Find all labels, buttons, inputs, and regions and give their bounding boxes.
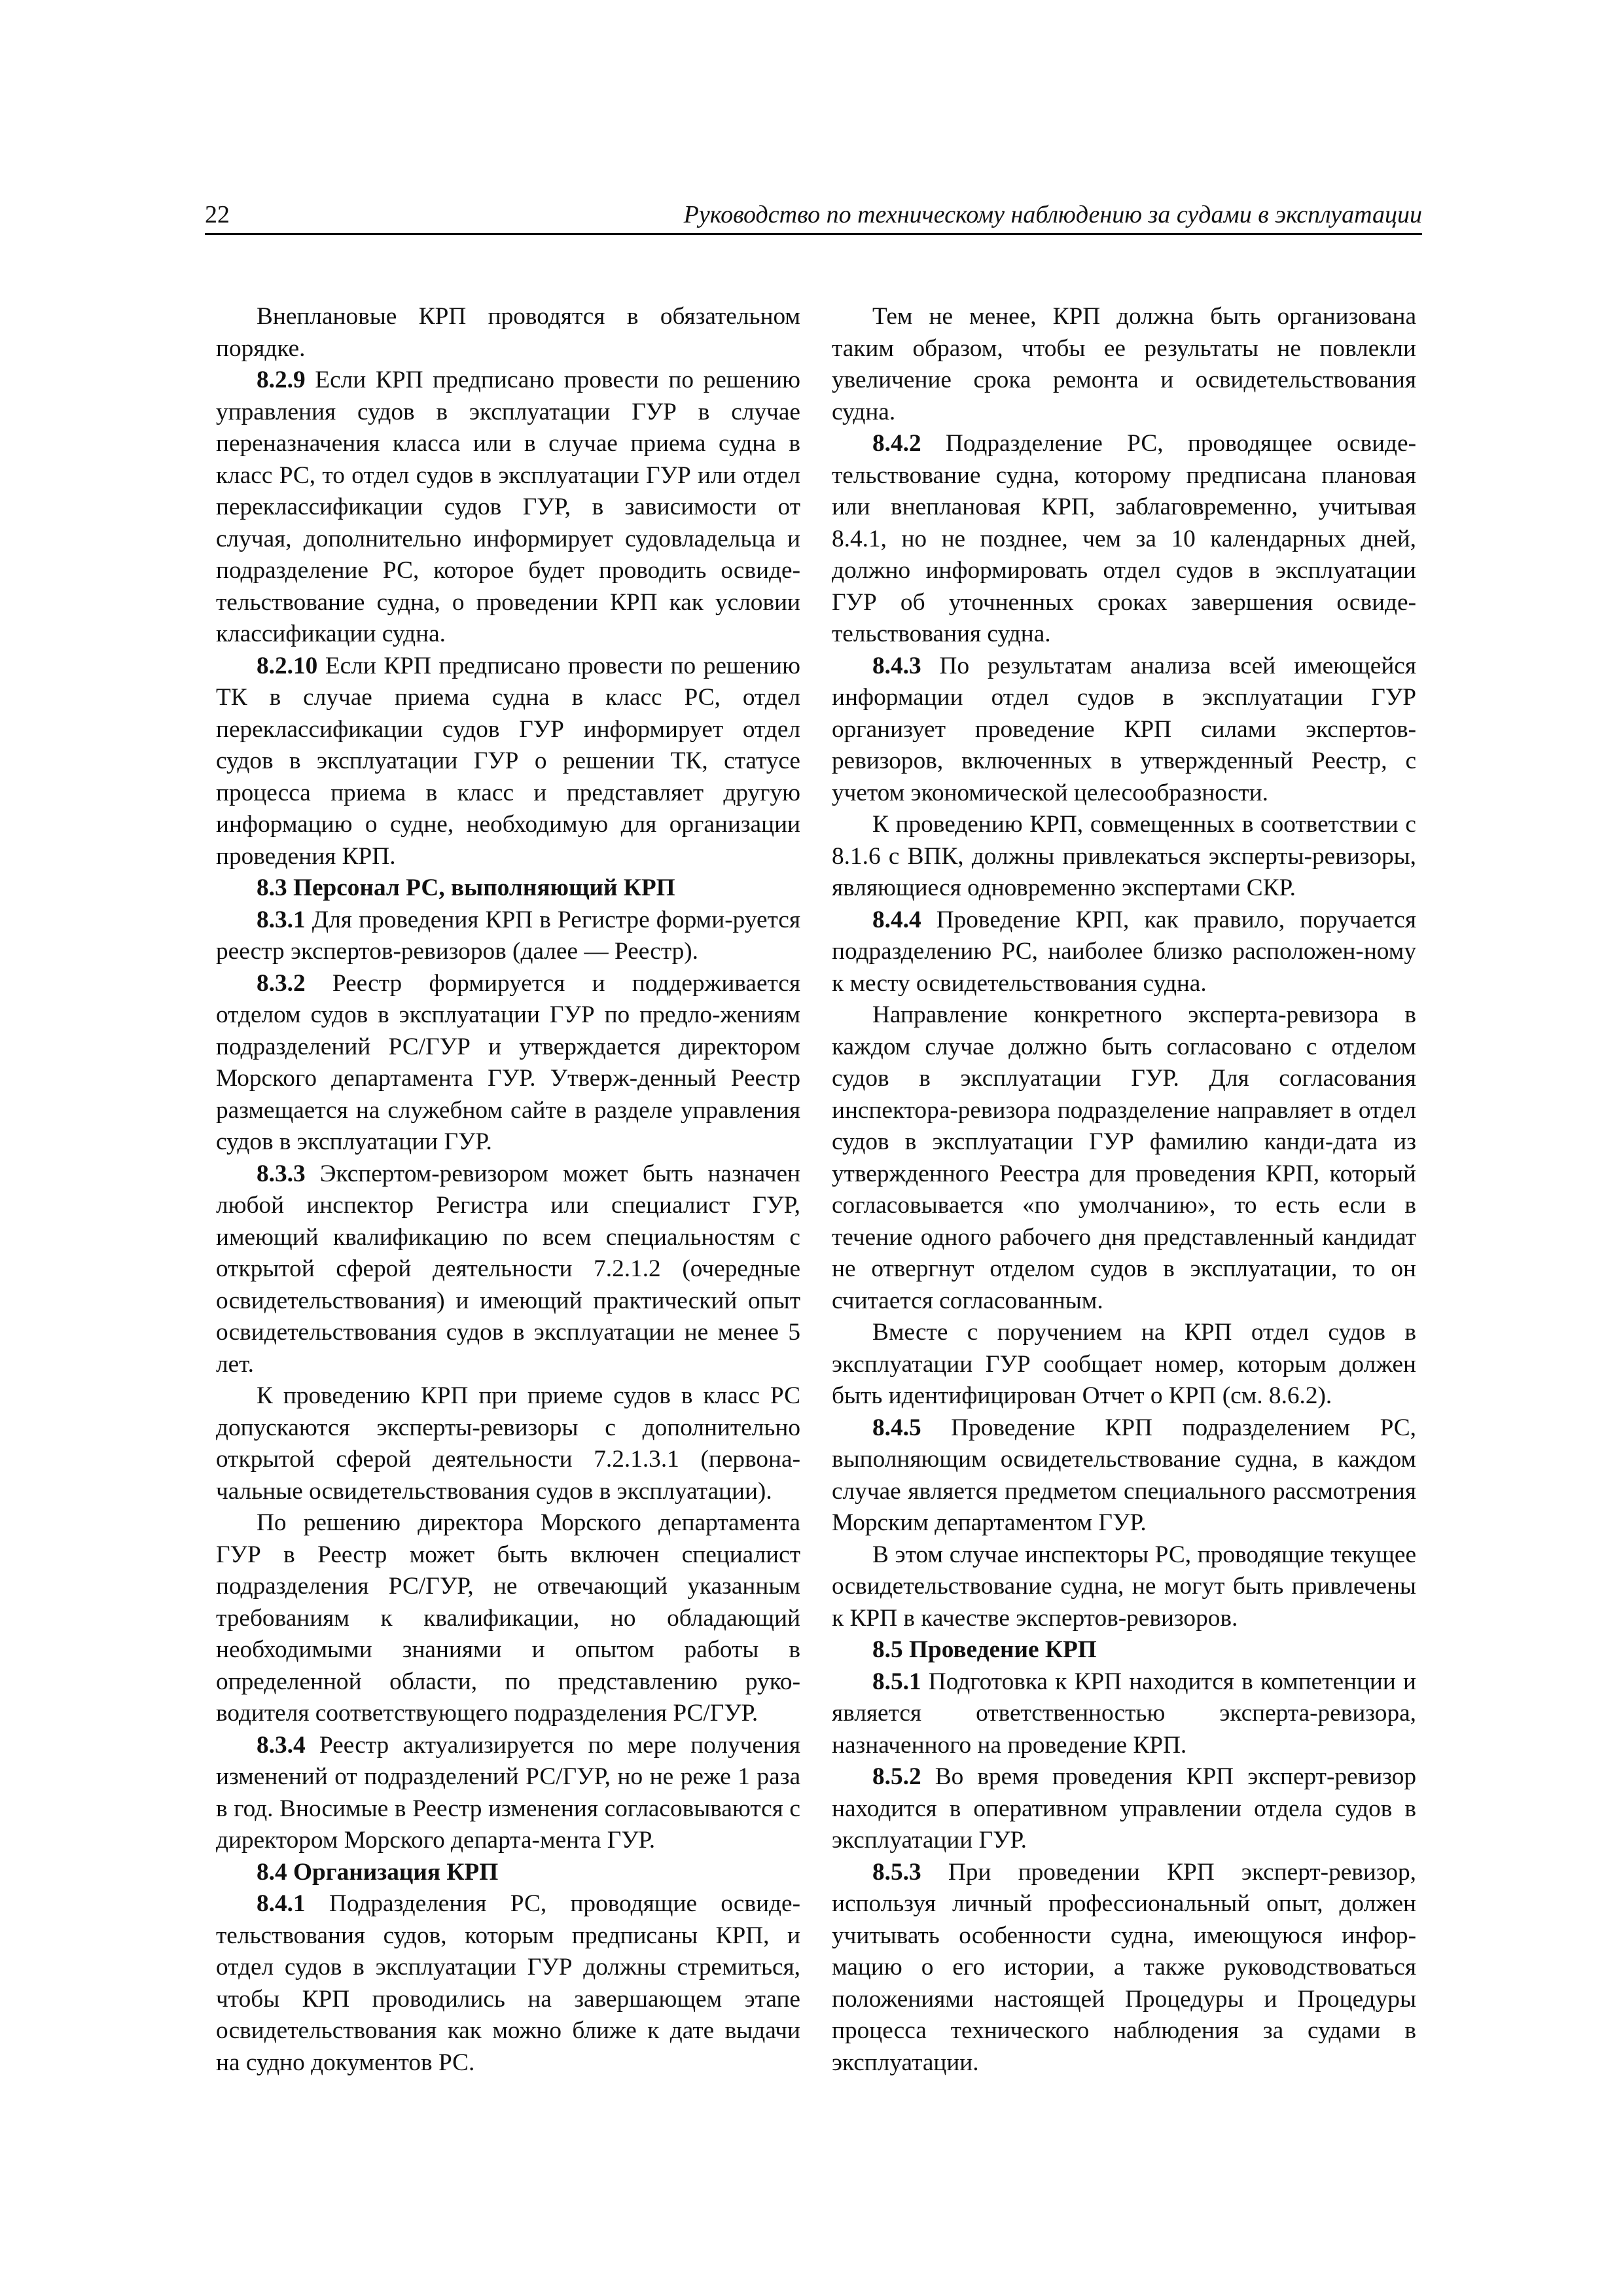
paragraph	[216, 301, 800, 365]
paragraph-text: Внеплановые КРП проводятся в обязательном порядке.	[216, 303, 800, 362]
paragraph-text: Подготовка к КРП находится в компетенции и является ответственностью эксперта-ревизора, назначенного на проведение КРП.	[832, 1668, 1416, 1759]
paragraph-text: К проведению КРП, совмещенных в соответствии с 8.1.6 с ВПК, должны привлекаться эксперты-ревизоры, являющиеся одновременно экспертами СКР.	[832, 811, 1416, 901]
paragraph-text: По результатам анализа всей имеющейся информации отдел судов в эксплуатации ГУР организует проведение КРП силами экспертов-ревизоров, включенных в утвержденный Реестр, с учетом экономической целесообразности.	[832, 652, 1416, 806]
paragraph-text: При проведении КРП эксперт-ревизор, используя личный профессиональный опыт, должен учитывать особенности судна, имеющуюся инфор-мацию о его истории, а также руководствоваться положениями настоящей Процедуры и Процедуры процесса технического наблюдения за судами в эксплуатации.	[832, 1858, 1416, 2076]
paragraph-text: По решению директора Морского департамента ГУР в Реестр может быть включен специалист подразделения РС/ГУР, не отвечающий указанным требованиям к квалификации, но обладающий необходимыми знаниями и опытом работы в определенной области, по представлению руко-водителя соответствующего подразделения РС/ГУР.	[216, 1509, 800, 1727]
paragraph	[832, 428, 1416, 651]
clause-number: 8.4.5	[872, 1414, 921, 1441]
paragraph-text: Проведение КРП, как правило, поручается подразделению РС, наиболее близко расположен-ному к месту освидетельствования судна.	[832, 906, 1416, 997]
paragraph	[832, 1317, 1416, 1412]
left-column	[216, 301, 800, 2079]
clause-number: 8.4.1	[257, 1890, 306, 1917]
clause-number: 8.4.4	[872, 906, 921, 933]
clause-number: 8.2.10	[257, 652, 318, 679]
paragraph	[216, 1380, 800, 1507]
clause-number: 8.5.2	[872, 1763, 921, 1790]
paragraph-text: Вместе с поручением на КРП отдел судов в эксплуатации ГУР сообщает номер, которым должен быть идентифицирован Отчет о КРП (см. 8.6.2).	[832, 1319, 1416, 1409]
clause-number: 8.3.2	[257, 969, 306, 997]
clause-number: 8.5.3	[872, 1858, 921, 1886]
paragraph-text: Во время проведения КРП эксперт-ревизор находится в оперативном управлении отдела судов в эксплуатации ГУР.	[832, 1763, 1416, 1854]
paragraph-text: Экспертом-ревизором может быть назначен любой инспектор Регистра или специалист ГУР, имеющий квалификацию по всем специальностям с открытой сферой деятельности 7.2.1.2 (очередные освидетельствования) и имеющий практический опыт освидетельствования судов в эксплуатации не менее 5 лет.	[216, 1160, 800, 1378]
clause-number: 8.2.9	[257, 367, 306, 393]
paragraph-text: К проведению КРП при приеме судов в класс РС допускаются эксперты-ревизоры с дополнительно открытой сферой деятельности 7.2.1.3.1 (первона-чальные освидетельствования судов в эксплуатации).	[216, 1382, 800, 1505]
paragraph	[832, 905, 1416, 1000]
paragraph-text: Проведение КРП подразделением РС, выполняющим освидетельствование судна, в каждом случае является предметом специального рассмотрения Морским департаментом ГУР.	[832, 1414, 1416, 1536]
paragraph	[832, 1666, 1416, 1762]
paragraph	[216, 1507, 800, 1730]
paragraph-text: Реестр формируется и поддерживается отделом судов в эксплуатации ГУР по предло-жениям подразделений РС/ГУР и утверждается директором Морского департамента ГУР. Утверж-денный Реестр размещается на служебном сайте в разделе управления судов в эксплуатации ГУР.	[216, 969, 800, 1155]
paragraph	[832, 301, 1416, 428]
paragraph	[832, 809, 1416, 905]
paragraph	[216, 365, 800, 651]
paragraph-text: Направление конкретного эксперта-ревизора в каждом случае должно быть согласовано с отделом судов в эксплуатации ГУР. Для согласования инспектора-ревизора подразделение направляет в отдел судов в эксплуатации ГУР фамилию канди-дата из утвержденного Реестра для проведения КРП, который согласовывается «по умолчанию», то есть если в течение одного рабочего дня представленный кандидат не отвергнут отделом судов в эксплуатации, то он считается согласованным.	[832, 1001, 1416, 1314]
paragraph	[216, 968, 800, 1158]
section-heading: 8.3 Персонал РС, выполняющий КРП	[257, 874, 675, 901]
clause-number: 8.5.1	[872, 1668, 921, 1695]
paragraph	[216, 651, 800, 873]
paragraph	[832, 651, 1416, 810]
clause-number: 8.4.3	[872, 652, 921, 679]
paragraph-text: Если КРП предписано провести по решению ТК в случае приема судна в класс РС, отдел переклассификации судов ГУР информирует отдел судов в эксплуатации ГУР о решении ТК, статусе процесса приема в класс и представляет другую информацию о судне, необходимую для организации проведения КРП.	[216, 652, 800, 870]
page-number: 22	[205, 201, 230, 228]
paragraph-text: Подразделения РС, проводящие освиде-тельствования судов, которым предписаны КРП, и отдел судов в эксплуатации ГУР должны стремиться, чтобы КРП проводились на завершающем этапе освидетельствования как можно ближе к дате выдачи на судно документов РС.	[216, 1890, 800, 2076]
paragraph	[832, 1857, 1416, 2079]
section-heading: 8.5 Проведение КРП	[872, 1636, 1097, 1663]
paragraph-text: Реестр актуализируется по мере получения изменений от подразделений РС/ГУР, но не реже 1 раза в год. Вносимые в Реестр изменения согласовываются с директором Морского департа-мента ГУР.	[216, 1731, 800, 1854]
clause-number: 8.3.1	[257, 906, 306, 933]
clause-number: 8.3.3	[257, 1160, 306, 1187]
section-heading: 8.4 Организация КРП	[257, 1858, 499, 1886]
page-header	[205, 196, 1422, 235]
paragraph	[216, 1158, 800, 1381]
paragraph-text: Если КРП предписано провести по решению управления судов в эксплуатации ГУР в случае переназначения класса или в случае приема судна в класс РС, то отдел судов в эксплуатации ГУР или отдел переклассификации судов ГУР, в зависимости от случая, дополнительно информирует судовладельца и подразделение РС, которое будет проводить освиде-тельствование судна, о проведении КРП как условии классификации судна.	[216, 367, 800, 647]
paragraph	[832, 1539, 1416, 1635]
paragraph	[832, 999, 1416, 1317]
paragraph-text: В этом случае инспекторы РС, проводящие текущее освидетельствование судна, не могут быть привлечены к КРП в качестве экспертов-ревизоров.	[832, 1541, 1416, 1632]
paragraph-text: Для проведения КРП в Регистре форми-руется реестр экспертов-ревизоров (далее — Реестр).	[216, 906, 800, 965]
paragraph	[216, 905, 800, 968]
paragraph	[216, 1730, 800, 1857]
paragraph	[832, 1761, 1416, 1857]
running-title: Руководство по техническому наблюдению за судами в эксплуатации	[683, 201, 1422, 228]
right-column	[832, 301, 1416, 2079]
clause-number: 8.3.4	[257, 1731, 306, 1759]
paragraph-text: Подразделение РС, проводящее освиде-тельствование судна, которому предписана плановая или внеплановая КРП, заблаговременно, учитывая 8.4.1, но не позднее, чем за 10 календарных дней, должно информировать отдел судов в эксплуатации ГУР об уточненных сроках завершения освиде-тельствования судна.	[832, 430, 1416, 647]
clause-number: 8.4.2	[872, 430, 921, 457]
paragraph-text: Тем не менее, КРП должна быть организована таким образом, чтобы ее результаты не повлекли увеличение срока ремонта и освидетельствования судна.	[832, 303, 1416, 425]
paragraph	[832, 1412, 1416, 1539]
paragraph	[216, 1888, 800, 2079]
